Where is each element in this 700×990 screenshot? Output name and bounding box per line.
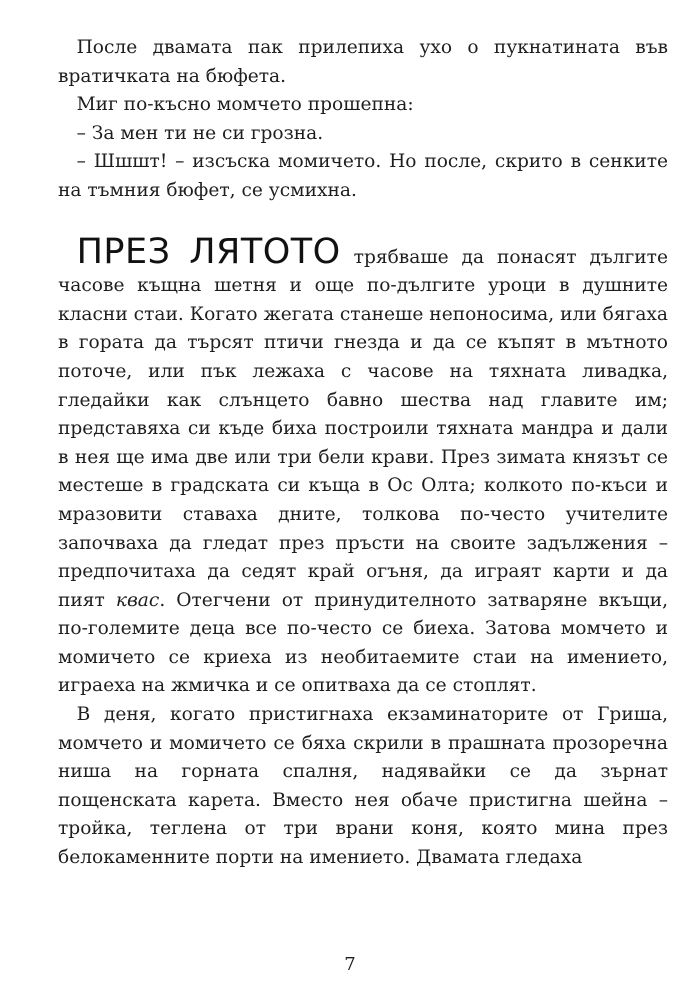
paragraph-text: . Отегчени от принудителното затваряне вкъщи, по-големите деца все по-често се биеха. Затова момчето и момичето се криеха из необитаемите стаи на имението, играеха на жмичка и се опитваха да се стоплят. (58, 589, 668, 697)
paragraph-text: – Шшшт! – изсъска момичето. Но после, скрито в сенките на тъмния бюфет, се усмихна. (58, 151, 668, 201)
page-number: 7 (344, 954, 356, 975)
paragraph-text: Миг по-късно момчето прошепна: (76, 94, 414, 116)
chapter-opening-paragraph (58, 231, 668, 702)
paragraph (58, 34, 668, 91)
dialogue-line (58, 148, 668, 205)
paragraph-text: – За мен ти не си грозна. (76, 122, 324, 144)
dialogue-line (58, 120, 668, 149)
paragraph (58, 91, 668, 120)
paragraph-text: После двамата пак прилепиха ухо о пукнатината във вратичката на бюфета. (58, 37, 668, 87)
paragraph-text: трябваше да понасят дългите часове къщна шетня и още по-дългите уроци в душните класни стаи. Когато жегата станеше непоносима, или бягаха в гората да търсят птичи гнезда и да се къпят в мътното поточе, или пък лежаха с часове на тяхната ливадка, гледайки как слънцето бавно шества над главите им; представяха си къде биха построили тяхната мандра и дали в нея ще има две или три бели крави. През зимата князът се местеше в градската си къща в Ос Олта; колкото по-къси и мразовити ставаха дните, толкова по-често учителите започваха да гледат през пръсти на своите задължения – предпочитаха да седят край огъня, да играят карти и да пият (58, 246, 668, 611)
page-body (58, 34, 668, 873)
chapter-opening-caps: ПРЕЗ ЛЯТОТО (76, 231, 341, 272)
paragraph-text: В деня, когато пристигнаха екзаминаторите от Гриша, момчето и момичето се бяха скрили в прашната прозоречна ниша на горната спалня, надявайки се да зърнат пощенската карета. Вместо нея обаче пристигна шейна – тройка, теглена от три врани коня, която мина през белокаменните порти на имението. Двамата гледаха (58, 704, 668, 869)
italic-word: квас (115, 589, 160, 611)
paragraph (58, 701, 668, 873)
